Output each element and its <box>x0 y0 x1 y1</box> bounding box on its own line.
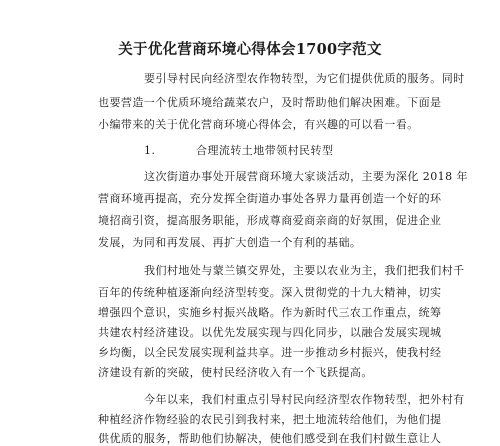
para3-line-3: 供优质的服务，帮助他们协解决，使他们感受到在我们村做生意让人 <box>98 432 442 445</box>
document-title: 关于优化营商环境心得体会1700字范文 <box>118 41 382 58</box>
para2-line-4: 共建农村经济建设。以优先发展实现与四化同步，以融合发展实现城 <box>98 326 442 339</box>
para1-line-2: 营商环境再提高，充分发挥全街道办事处各界力量再创造一个好的环 <box>98 192 442 205</box>
para2-line-2: 百年的传统种植逐渐向经济型转变。深入贯彻党的十九大精神，切实 <box>98 286 442 299</box>
para1-line-4: 发展，为同和再发展、再扩大创造一个有利的基础。 <box>98 236 362 249</box>
para1-line-1: 这次街道办事处开展营商环境大家谈活动，主要为深化 2018 年 <box>144 170 468 183</box>
intro-line-2: 也要营造一个优质环境给蔬菜农户，及时帮助他们解决困难。下面是 <box>98 96 442 109</box>
intro-line-1: 要引导村民向经济型农作物转型，为它们提供优质的服务。同时 <box>144 72 465 85</box>
intro-line-3: 小编带来的关于优化营商环境心得体会，有兴趣的可以看一看。 <box>98 118 419 131</box>
para2-line-5: 乡均衡，以全民发展实现利益共享。进一步推动乡村振兴，使我村经 <box>98 346 442 359</box>
para1-line-3: 境招商引资，提高服务职能，形成尊商爱商亲商的好氛围，促进企业 <box>98 214 442 227</box>
section-heading <box>144 144 333 158</box>
section-number: 1. <box>144 144 156 157</box>
para2-line-3: 增强四个意识，实施乡村振兴战略。作为新时代三农工作重点，统筹 <box>98 306 442 319</box>
para3-line-1: 今年以来，我们村重点引导村民向经济型农作物转型，把外村有 <box>144 393 465 406</box>
para2-line-6: 济建设有新的突破，使村民经济收入有一个飞跃提高。 <box>98 366 373 379</box>
para3-line-2: 种植经济作物经验的农民引到我村来，把土地流转给他们，为他们提 <box>98 413 442 426</box>
section-heading-text: 合理流转土地带领村民转型 <box>196 144 334 157</box>
para2-line-1: 我们村地处与蒙兰镇交界处，主要以农业为主，我们把我们村千 <box>144 264 465 277</box>
